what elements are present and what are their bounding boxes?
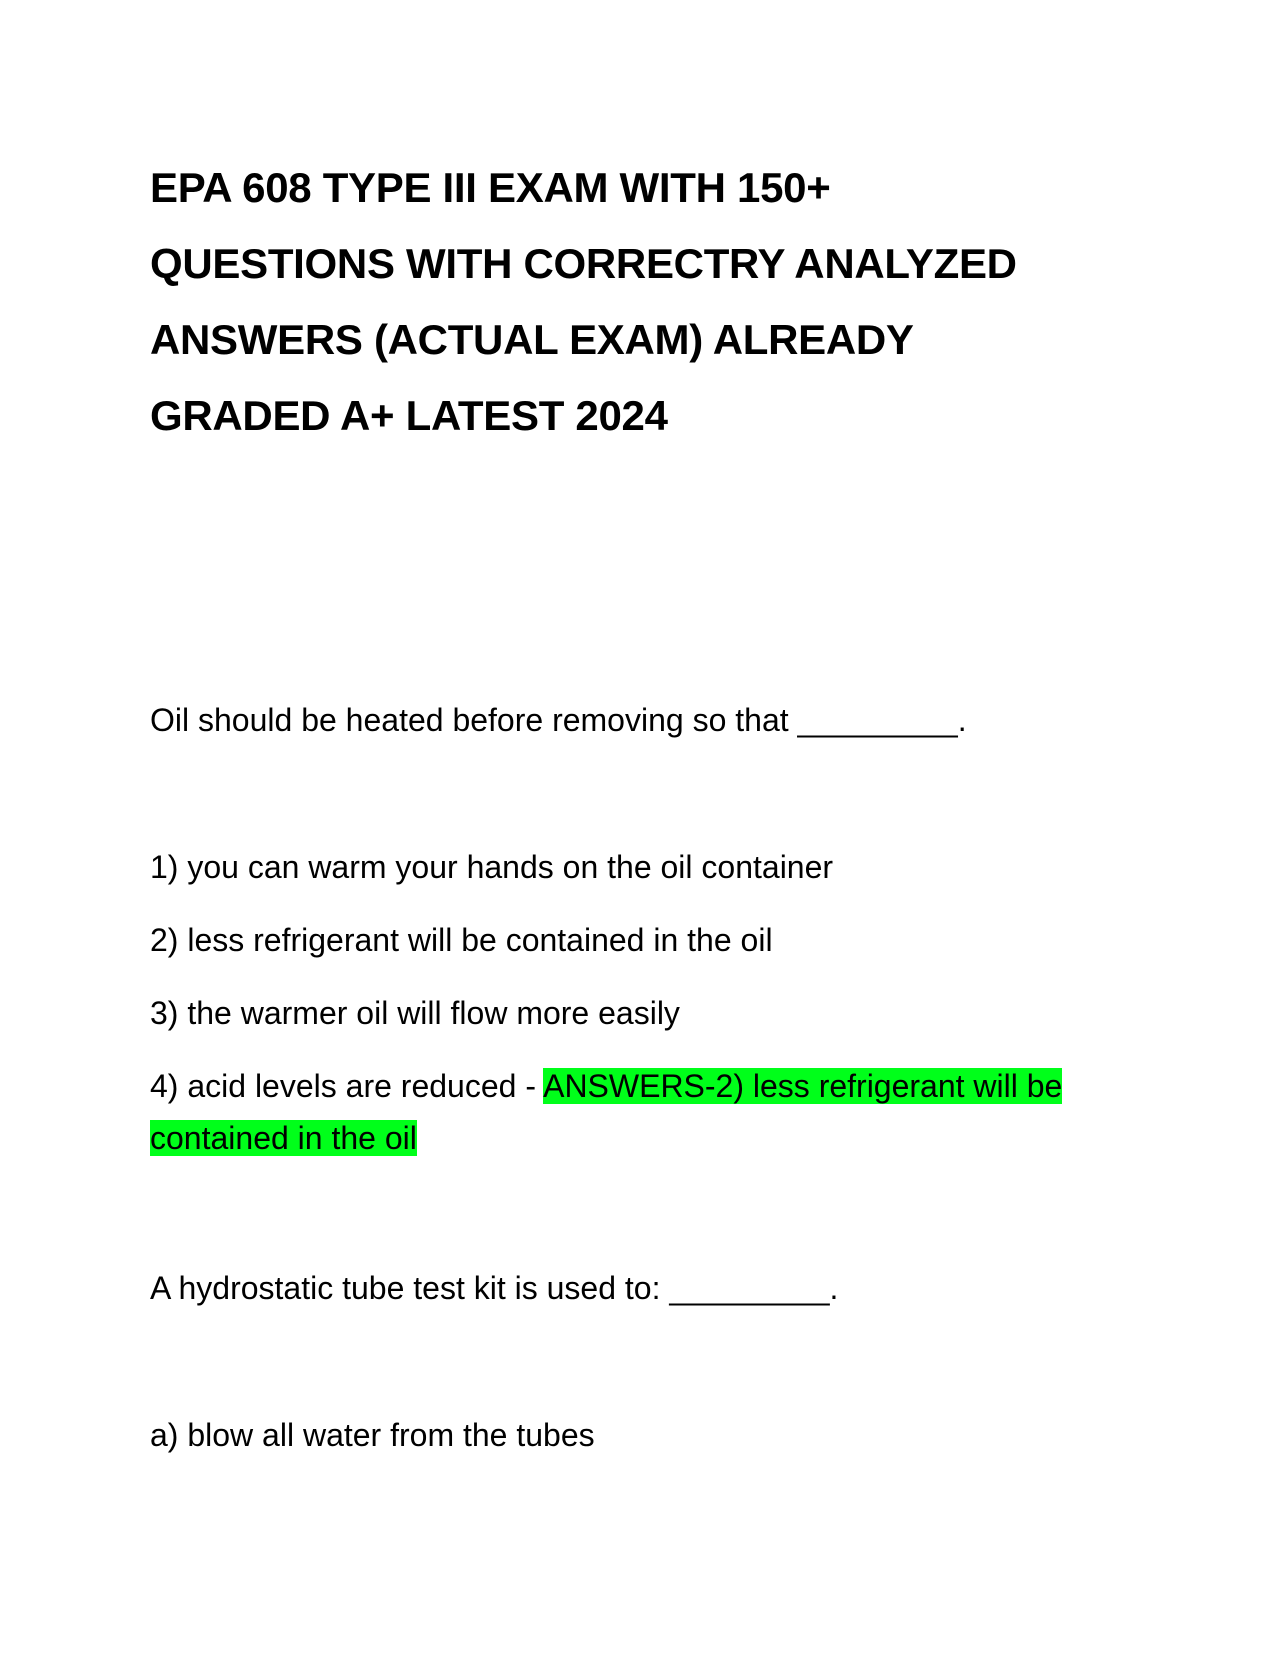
question-1-answer-continuation-line [150, 1112, 417, 1164]
question-1-prompt: Oil should be heated before removing so that _________. [150, 702, 967, 738]
title-line-1: EPA 608 TYPE III EXAM WITH 150+ [150, 164, 831, 211]
title-line-4: GRADED A+ LATEST 2024 [150, 392, 668, 439]
title-line-3: ANSWERS (ACTUAL EXAM) ALREADY [150, 316, 914, 363]
question-1-option-2: 2) less refrigerant will be contained in the oil [150, 922, 773, 958]
question-2-option-a: a) blow all water from the tubes [150, 1417, 595, 1453]
question-1-option-1: 1) you can warm your hands on the oil container [150, 849, 834, 885]
question-1-answer-highlight: ANSWERS-2) less refrigerant will be [543, 1068, 1063, 1104]
question-1-option-3: 3) the warmer oil will flow more easily [150, 995, 680, 1031]
question-1-option-4: 4) acid levels are reduced - [150, 1068, 544, 1104]
question-1-option-4-line [150, 1060, 1062, 1112]
document-title [150, 150, 1140, 454]
title-line-2: QUESTIONS WITH CORRECTRY ANALYZED [150, 240, 1017, 287]
question-2-prompt: A hydrostatic tube test kit is used to: _________. [150, 1270, 839, 1306]
question-1-answer-highlight-continued: contained in the oil [150, 1120, 417, 1156]
